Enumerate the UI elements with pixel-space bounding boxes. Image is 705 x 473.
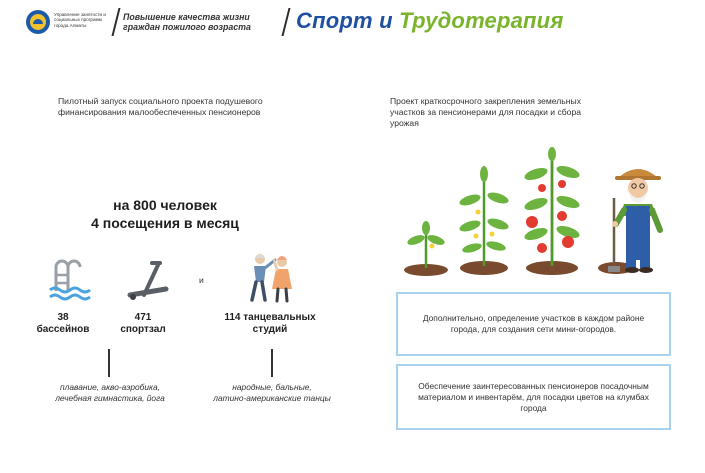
stat-dance-studios	[210, 312, 330, 336]
mini-gardens-text: Дополнительно, определение участков в каждом районе города, для создания сети мини-огородов.	[422, 313, 645, 334]
brand-title	[296, 8, 563, 34]
note-line: народные, бальные,	[232, 382, 312, 392]
dancing-couple-icon	[242, 252, 302, 304]
headline	[70, 196, 260, 232]
brand-word-and: и	[379, 8, 393, 33]
planting-supplies-box	[396, 364, 671, 430]
planting-supplies-text: Обеспечение заинтересованных пенсионеров посадочным материалом и инвентарём, для посадки цветов на клумбах города	[418, 380, 649, 413]
stat-gyms-label: спортзал	[120, 324, 166, 335]
treadmill-icon	[126, 257, 170, 303]
growing-plants-and-gardener-icon	[402, 148, 674, 276]
connector-line	[271, 349, 273, 377]
stat-dance-number: 114	[224, 312, 241, 323]
city-emblem-icon	[26, 10, 50, 34]
stat-gyms-number: 471	[134, 312, 152, 323]
header	[0, 0, 705, 50]
brand-word-therapy: Трудотерапия	[399, 8, 564, 33]
divider	[112, 8, 121, 36]
pilot-project-text: Пилотный запуск социального проекта подушевого финансирования малообеспеченных пенсионеров	[58, 96, 263, 117]
organization-name: Управление занятости и социальных программ города Алматы	[54, 12, 106, 28]
land-plots-text: Проект краткосрочного закрепления земельных участков за пенсионерами для посадки и сбора урожая	[390, 96, 582, 128]
note-line: плавание, акво-аэробика,	[60, 382, 160, 392]
stat-dance-label: танцевальных студий	[243, 312, 316, 335]
swimming-pool-icon	[48, 257, 94, 303]
headline-visits: 4 посещения в месяц	[91, 215, 239, 231]
headline-people: на 800 человек	[113, 197, 217, 213]
dance-styles	[196, 382, 348, 404]
stat-gyms	[113, 312, 173, 336]
stat-pools-number: 38	[57, 312, 69, 323]
note-line: латино-американские танцы	[213, 393, 331, 403]
connector-line	[108, 349, 110, 377]
stat-pools	[28, 312, 98, 336]
mini-gardens-box	[396, 292, 671, 356]
pool-gym-activities	[30, 382, 190, 404]
header-title: Повышение качества жизни граждан пожилого возраста	[123, 12, 251, 33]
brand-word-sport: Спорт	[296, 8, 373, 33]
and-conjunction: и	[199, 275, 204, 285]
stat-pools-label: бассейнов	[36, 324, 90, 335]
note-line: лечебная гимнастика, йога	[55, 393, 165, 403]
